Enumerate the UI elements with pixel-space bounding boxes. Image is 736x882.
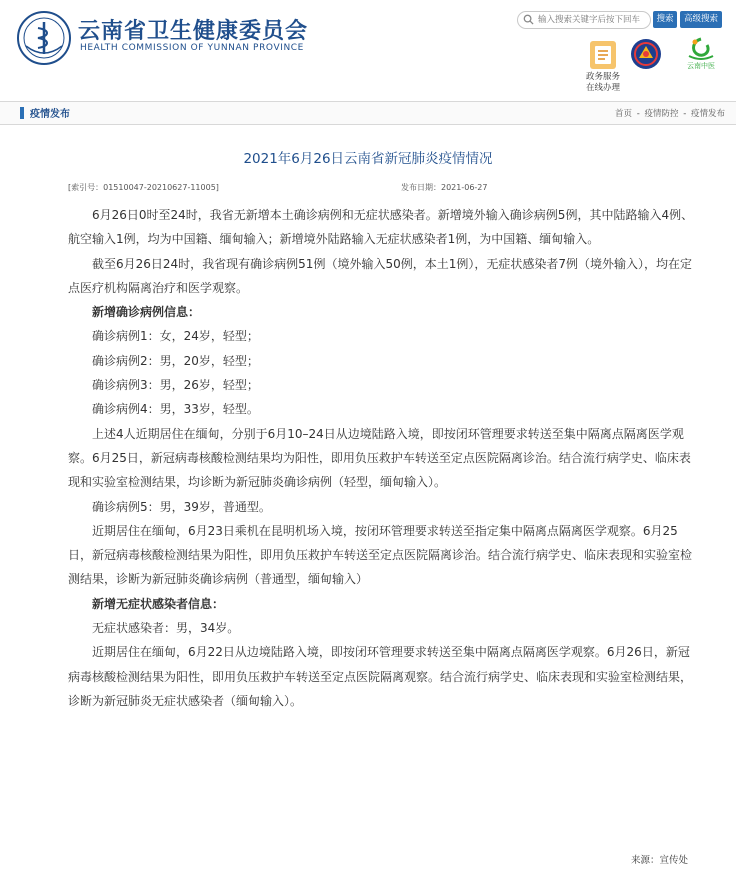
- paragraph: 上述4人近期居住在缅甸，分别于6月10–24日从边境陆路入境，即按闭环管理要求转送至集中隔离点隔离医学观察。6月25日，新冠病毒核酸检测结果均为阳性，即用负压救护车转送至定点医院隔离诊治。结合流行病学史、临床表现和实验室检测结果，均诊断为新冠肺炎确诊病例（轻型，缅甸输入）。: [68, 426, 691, 490]
- paragraph: 确诊病例1：女，24岁，轻型；: [92, 329, 259, 344]
- breadcrumb-bar: [0, 101, 736, 125]
- site-subtitle: HEALTH COMMISSION OF YUNNAN PROVINCE: [80, 43, 304, 53]
- section-title[interactable]: 疫情发布: [30, 109, 70, 120]
- section-heading: 新增无症状感染者信息：: [92, 596, 225, 611]
- paragraph: 确诊病例2：男，20岁，轻型；: [92, 353, 259, 368]
- paragraph: 近期居住在缅甸，6月22日从边境陆路入境，即按闭环管理要求转送至集中隔离点隔离医学观察。6月26日，新冠病毒核酸检测结果为阳性，即用负压救护车转送至定点医院隔离观察。结合流行病学史、临床表现和实验室检测结果，诊断为新冠肺炎无症状感染者（缅甸输入）。: [68, 645, 693, 708]
- breadcrumb: 首页 - 疫情防控 - 疫情发布: [614, 109, 725, 119]
- site-title[interactable]: 云南省卫生健康委员会: [78, 19, 309, 44]
- article-body: [68, 203, 694, 713]
- paragraph: 确诊病例4：男，33岁，轻型。: [92, 402, 259, 417]
- health-emblem-icon[interactable]: [16, 10, 72, 66]
- breadcrumb-epidemic-control[interactable]: 疫情防控: [644, 109, 679, 119]
- index-number: [索引号：01510047-20210627-11005]: [68, 183, 219, 192]
- gov-service-link[interactable]: 政务服务 在线办理: [585, 72, 620, 93]
- site-header: [0, 0, 736, 100]
- search-button[interactable]: 搜索: [653, 11, 677, 28]
- search-box: [517, 11, 651, 29]
- publish-date: 发布日期：2021-06-27: [401, 183, 488, 192]
- paragraph: 截至6月26日24时，我省现有确诊病例51例（境外输入50例，本土1例），无症状感染者7例（境外输入），均在定点医疗机构隔离治疗和医学观察。: [68, 256, 692, 295]
- breadcrumb-home[interactable]: 首页: [614, 109, 632, 119]
- search-icon: [523, 14, 534, 25]
- paragraph: 确诊病例5：男，39岁，普通型。: [92, 499, 271, 514]
- article-title: 2021年6月26日云南省新冠肺炎疫情情况: [243, 151, 493, 167]
- advanced-search-button[interactable]: 高级搜索: [680, 11, 722, 28]
- section-marker: [20, 107, 24, 119]
- section-heading: 新增确诊病例信息：: [92, 305, 201, 320]
- paragraph: 近期居住在缅甸，6月23日乘机在昆明机场入境，按闭环管理要求转送至指定集中隔离点隔离医学观察。6月25日，新冠病毒核酸检测结果为阳性，即用负压救护车转送至定点医院隔离诊治。结合流行病学史、临床表现和实验室检测结果，诊断为新冠肺炎确诊病例（普通型，缅甸输入）: [68, 523, 693, 587]
- search-input[interactable]: [538, 12, 646, 28]
- paragraph: 6月26日0时至24时，我省无新增本土确诊病例和无症状感染者。新增境外输入确诊病例5例，其中陆路输入4例、航空输入1例，均为中国籍、缅甸输入；新增境外陆路输入无症状感染者1例，为中国籍、缅甸输入。: [68, 208, 694, 247]
- paragraph: 无症状感染者：男，34岁。: [92, 621, 240, 636]
- gov-service-icon[interactable]: [589, 40, 617, 70]
- tcm-logo-label: 云南中医: [687, 62, 715, 70]
- breadcrumb-epidemic-release[interactable]: 疫情发布: [690, 109, 725, 119]
- article-meta: [68, 182, 668, 194]
- paragraph: 确诊病例3：男，26岁，轻型；: [92, 378, 259, 393]
- province-badge-icon[interactable]: [630, 38, 662, 70]
- article-source: 来源：宣传处: [630, 855, 688, 866]
